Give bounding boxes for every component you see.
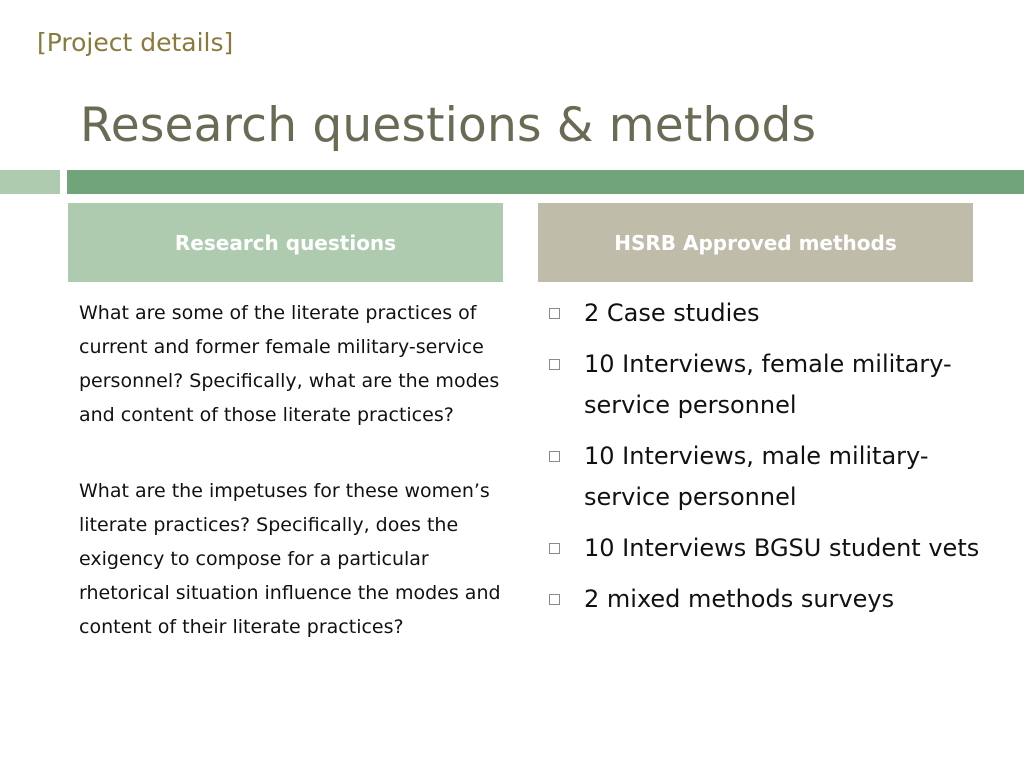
method-item-1: 2 Case studies xyxy=(584,299,760,327)
approved-methods-header-label: HSRB Approved methods xyxy=(614,230,897,255)
square-bullet-icon xyxy=(549,359,560,370)
research-question-1: What are some of the literate practices of current and former female military-service personnel? Specifically, what are the modes and content of those literate practices? xyxy=(79,302,500,426)
square-bullet-icon xyxy=(549,543,560,554)
research-question-2: What are the impetuses for these women’s literate practices? Specifically, does the exigency to compose for a particular rhetorical situation influence the modes and content of their literate practices? xyxy=(79,480,501,638)
square-bullet-icon xyxy=(549,594,560,605)
section-tag: [Project details] xyxy=(37,28,234,57)
accent-band-left xyxy=(0,170,60,194)
slide-title: Research questions & methods xyxy=(80,98,817,153)
square-bullet-icon xyxy=(549,451,560,462)
method-item-4: 10 Interviews BGSU student vets xyxy=(584,534,980,562)
list-item xyxy=(548,528,988,569)
research-questions-header-label: Research questions xyxy=(174,230,397,255)
square-bullet-icon xyxy=(549,308,560,319)
research-questions-header xyxy=(68,203,503,282)
method-item-5: 2 mixed methods surveys xyxy=(584,585,895,613)
list-item xyxy=(548,293,988,334)
accent-band-right xyxy=(67,170,1024,194)
list-item xyxy=(548,579,988,620)
method-item-2: 10 Interviews, female military-service personnel xyxy=(584,350,952,419)
research-questions-body xyxy=(79,296,509,644)
methods-list xyxy=(548,293,988,630)
approved-methods-header xyxy=(538,203,973,282)
list-item xyxy=(548,436,988,518)
list-item xyxy=(548,344,988,426)
method-item-3: 10 Interviews, male military-service personnel xyxy=(584,442,929,511)
